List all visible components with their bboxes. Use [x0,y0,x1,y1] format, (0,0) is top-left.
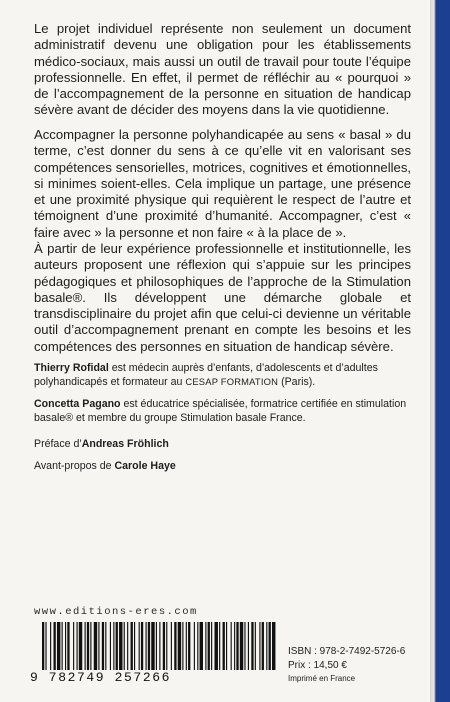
barcode-bar [45,622,46,672]
barcode-bar [269,622,271,672]
barcode-bar [65,622,66,672]
barcode-bar [272,622,275,672]
barcode-bar [223,622,225,672]
barcode-bar [94,622,97,672]
barcode-bar [182,622,183,672]
barcode-bar [236,622,238,672]
barcode-bar [113,622,114,672]
author-name: Concetta Pagano [34,398,121,410]
barcode-bar [188,622,190,672]
barcode-bar [234,622,235,672]
barcode-bar [134,622,135,672]
barcode-bar [171,622,172,672]
spine-edge [430,0,450,702]
barcode-bar [159,622,160,672]
author-bio-pagano [34,397,411,425]
barcode-bar [54,622,56,672]
preface-label: Préface d’ [34,438,82,450]
barcode-bar [211,622,212,672]
author-bio-text: est éducatrice spécialisée, formatrice certifiée en stimulation basale® et membre du groupe Stimulation basale France. [34,398,407,424]
author-bio-text-end: (Paris). [278,376,316,388]
barcode-bar [231,622,232,672]
barcode-bar [146,622,147,672]
foreword-name: Carole Haye [114,460,176,472]
barcode-bar [57,622,60,672]
barcode-bar [194,622,195,672]
isbn-block [288,645,405,686]
paragraph-2: Accompagner la personne polyhandicapée au sens « basal » du terme, c’est donner du sens à ce qu’elle vit en valorisant ses compétences sensorielles, motrices, cognitives et émotionnelles, si minimes soient-elles. Cela implique un partage, une présence et une proximité physique qui requièrent le respect de l’autre et témoignent d’une proximité d’humanité. Accompagner, c’est « faire avec » la personne et non faire « à la place de ». [34,127,411,240]
publisher-website: www.editions-eres.com [34,606,198,618]
barcode-bar [205,622,206,672]
isbn: ISBN : 978-2-7492-5726-6 [288,646,406,657]
author-org: CESAP FORMATION [185,376,279,387]
barcode-bar [226,622,227,672]
barcode-bar [255,622,256,672]
barcode-digits: 9 782749 257266 [30,670,282,685]
barcode-bar [77,622,78,672]
author-name: Thierry Rofidal [34,362,109,374]
barcode-bar [178,622,181,672]
barcode-bar [116,622,118,672]
barcode-bar [148,622,150,672]
barcode-bar [215,622,218,672]
barcode-bar [166,622,167,672]
barcode-bar [127,622,128,672]
barcode-bar [197,622,198,672]
barcode-bar [240,622,243,672]
barcode-bar [266,622,267,672]
price: Prix : 14,50 € [288,659,347,671]
barcode-bar [174,622,176,672]
barcode-bar [98,622,99,672]
barcode-bar [131,622,133,672]
barcode-bar [62,622,63,672]
paragraph-1: Le projet individuel représente non seulement un document administratif devenu une obligation pour les établissements médico-sociaux, mais aussi un outil de travail pour toute l’équipe professionnelle. En effet, il permet de réfléchir au « pourquoi » de l’accompagnement de la personne en situation de handicap sévère avant de décider des moyens dans la vie quotidienne. [34,21,411,118]
author-bio-rofidal [34,361,411,389]
barcode-bar [208,622,210,672]
barcode-bar [244,622,245,672]
barcode-bars [42,622,278,672]
barcode-bar [50,622,51,672]
preface-credit [34,437,411,451]
barcode-bar [79,622,82,672]
barcode-bar [90,622,91,672]
barcode-bar [163,622,165,672]
barcode-bar [139,622,140,672]
barcode-bar [73,622,74,672]
barcode-bar [156,622,157,672]
barcode-bar [102,622,104,672]
paragraph-3: À partir de leur expérience professionnelle et institutionnelle, les auteurs proposent une réflexion qui s’appuie sur les principes pédagogiques et philosophiques de l’approche de la Stimulation basale®. Ils développent une démarche globale et transdisciplinaire du projet afin que celui-ci devienne un véritable outil d’accompagnement prenant en compte les besoins et les compétences des personnes en situation de handicap sévère. [34,241,411,354]
foreword-credit [34,459,411,473]
foreword-label: Avant-propos de [34,460,115,472]
barcode-bar [87,622,89,672]
barcode-bar [110,622,111,672]
barcode-bar [151,622,154,672]
barcode-bar [248,622,249,672]
barcode-bar [124,622,125,672]
barcode-bar [186,622,187,672]
barcode-bar [262,622,264,672]
preface-name: Andreas Fröhlich [81,438,169,450]
printed-in: Imprimé en France [288,674,356,683]
barcode [30,622,282,688]
barcode-bar [85,622,86,672]
barcode-bar [119,622,122,672]
author-bio-text: est médecin auprès d’enfants, d’adolescents et d’adultes polyhandicapés et formateur au [34,362,378,388]
barcode-bar [259,622,260,672]
barcode-bar [219,622,220,672]
barcode-bar [42,622,44,672]
barcode-bar [251,622,253,672]
barcode-bar [200,622,203,672]
barcode-bar [105,622,106,672]
barcode-bar [141,622,143,672]
barcode-bar [67,622,69,672]
